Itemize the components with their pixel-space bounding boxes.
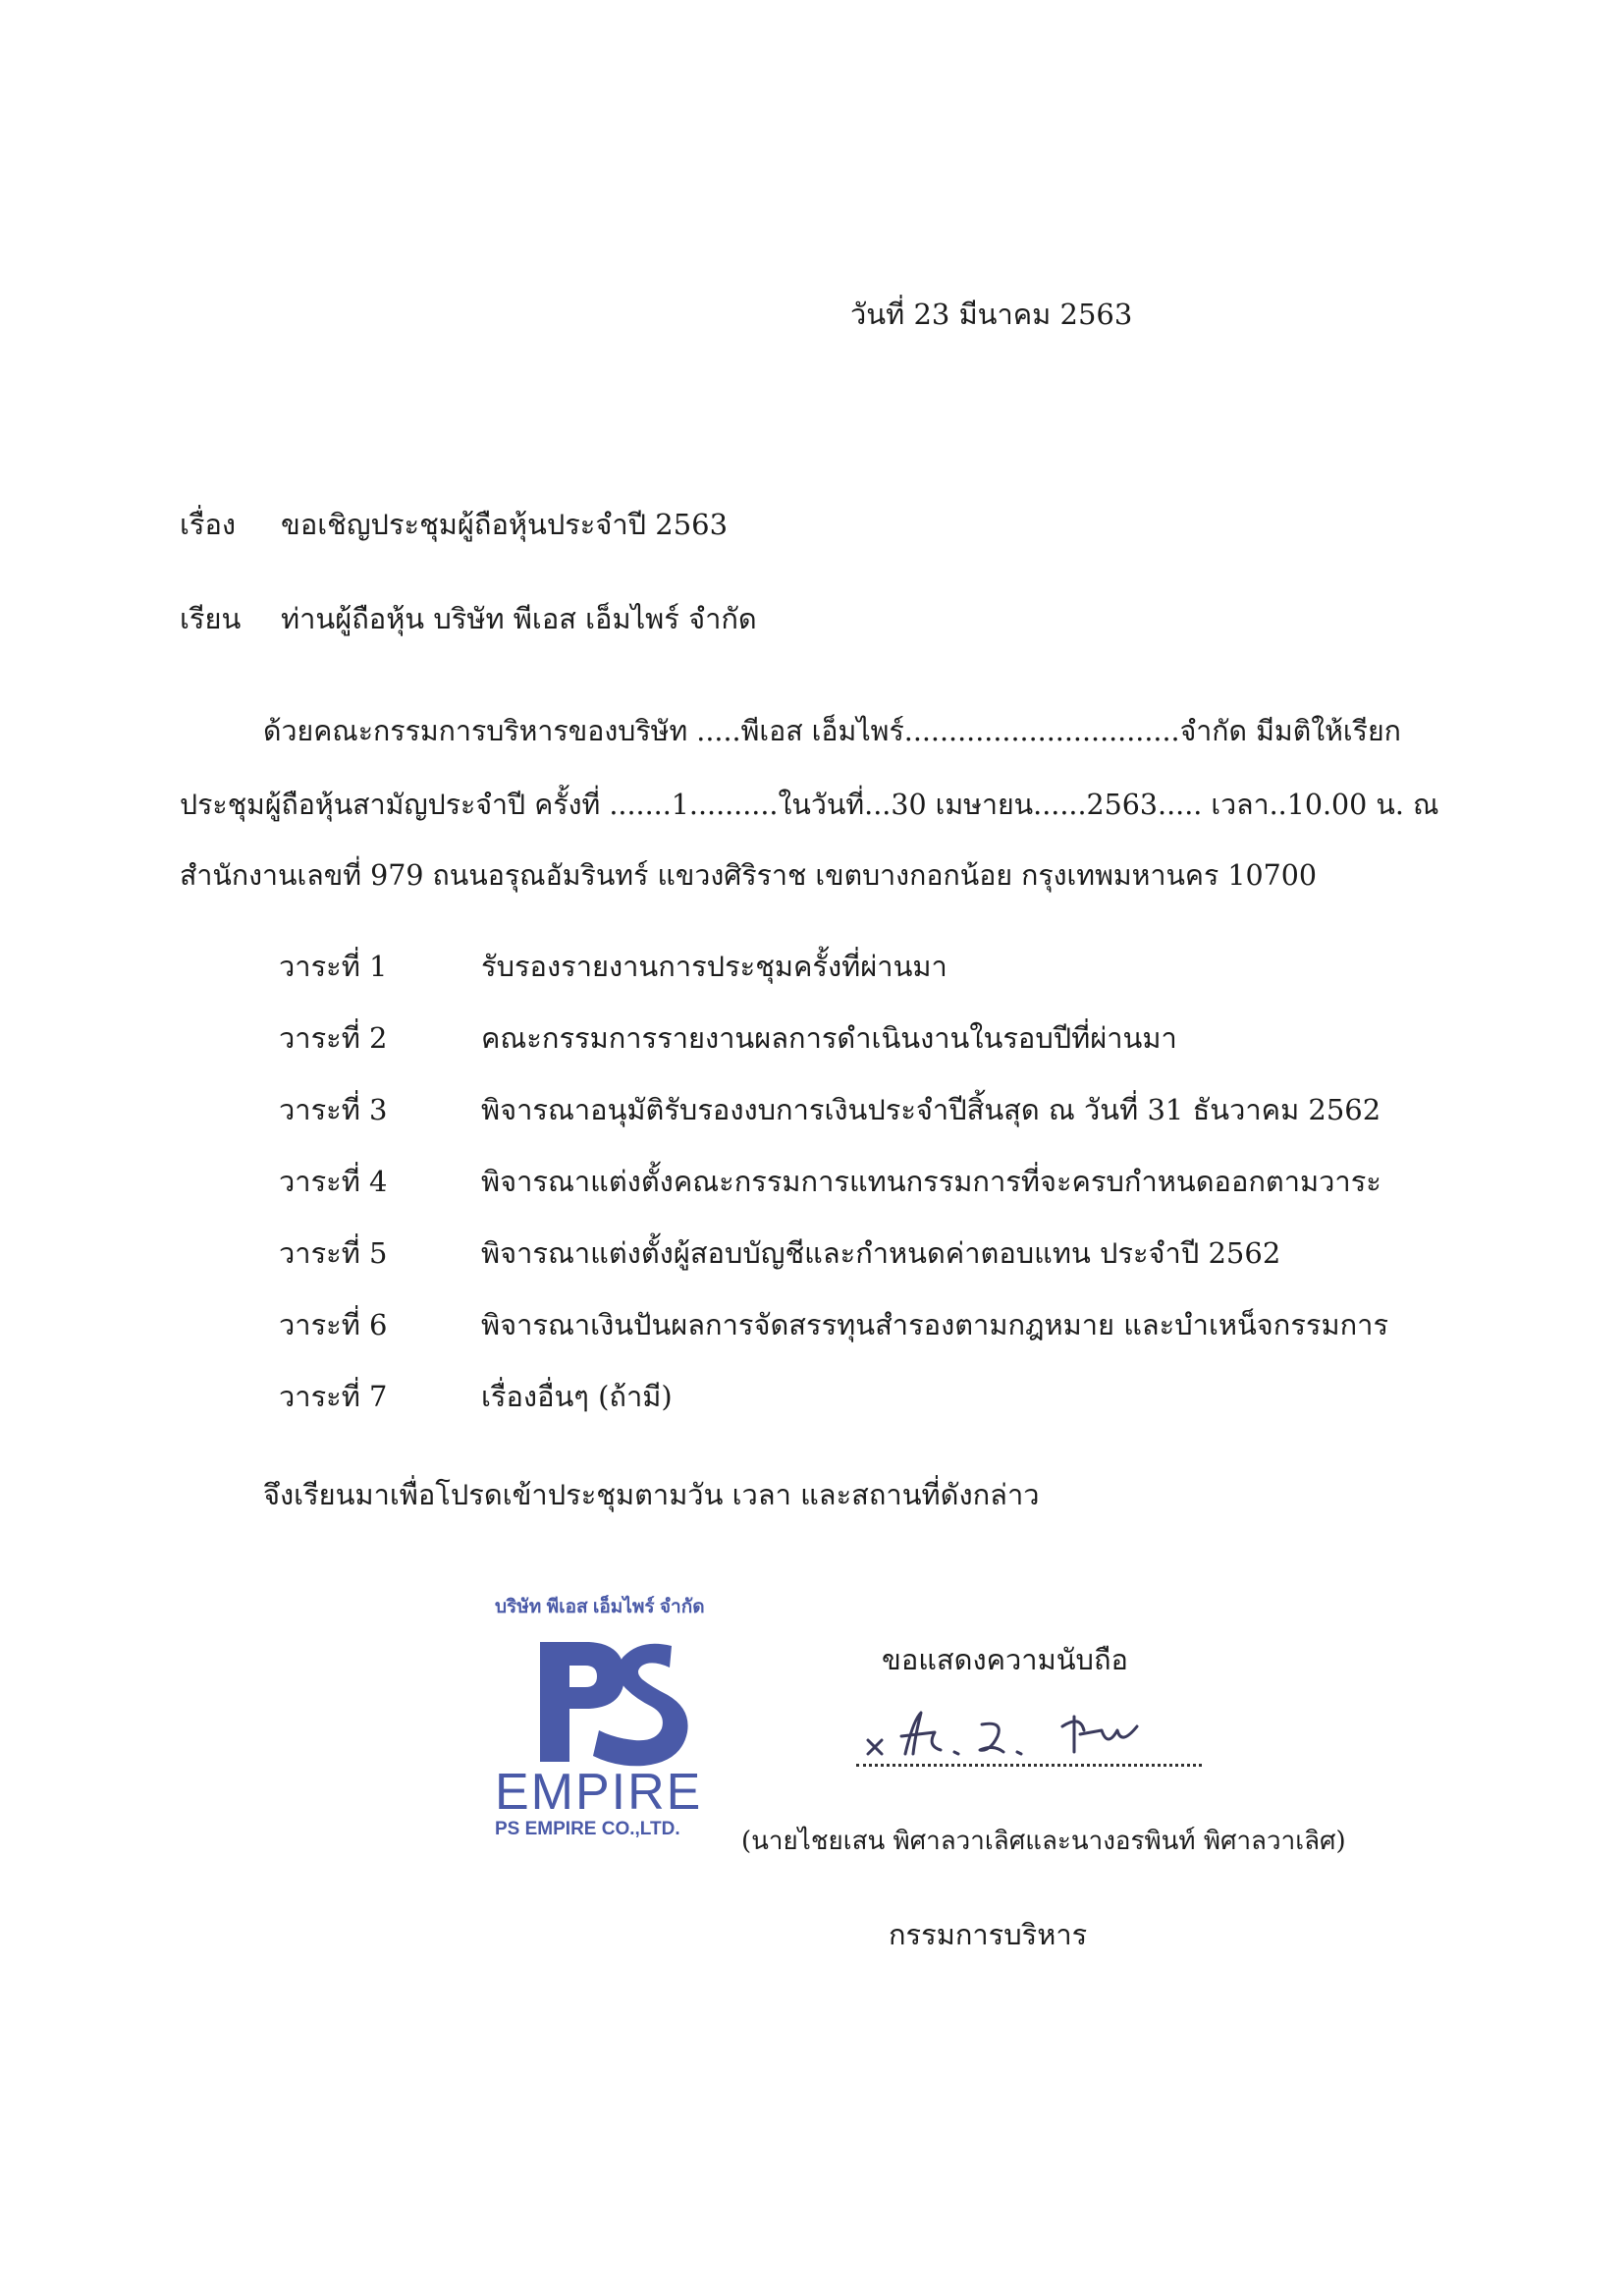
recipient-label: เรียน (180, 602, 242, 635)
seal-company-en: PS EMPIRE CO.,LTD. (495, 1819, 680, 1838)
seal-company-thai: บริษัท พีเอส เอ็มไพร์ จำกัด (495, 1597, 705, 1617)
agenda-text: เรื่องอื่นๆ (ถ้ามี) (481, 1380, 673, 1413)
signer-name: (นายไชยเสน พิศาลวาเลิศและนางอรพินท์ พิศาลวาเลิศ) (741, 1827, 1346, 1856)
letter-date: วันที่ 23 มีนาคม 2563 (850, 298, 1133, 331)
agenda-text: คณะกรรมการรายงานผลการดำเนินงานในรอบปีที่ผ่านมา (481, 1021, 1177, 1055)
agenda-number: วาระที่ 3 (279, 1093, 388, 1126)
body-line-2: ประชุมผู้ถือหุ้นสามัญประจำปี ครั้งที่ .......1..........ในวันที่...30 เมษายน......2563..... เวลา..10.00 น. ณ (180, 789, 1439, 821)
agenda-number: วาระที่ 4 (279, 1165, 388, 1198)
agenda-text: รับรองรายงานการประชุมครั้งที่ผ่านมา (481, 950, 947, 983)
subject-label: เรื่อง (180, 508, 237, 541)
subject-text: ขอเชิญประชุมผู้ถือหุ้นประจำปี 2563 (281, 508, 729, 541)
agenda-text: พิจารณาแต่งตั้งผู้สอบบัญชีและกำหนดค่าตอบแทน ประจำปี 2562 (481, 1236, 1281, 1270)
seal-brand: EMPIRE (495, 1764, 703, 1821)
agenda-number: วาระที่ 1 (279, 950, 388, 983)
signature-line (856, 1764, 1202, 1767)
agenda-number: วาระที่ 2 (279, 1021, 388, 1055)
body-line-1: ด้วยคณะกรรมการบริหารของบริษัท .....พีเอส เอ็มไพร์...............................จำกัด มีมติให้เรียก (263, 715, 1401, 747)
company-seal-logo-icon (479, 1583, 744, 1838)
company-seal (479, 1583, 744, 1838)
regards-line: ขอแสดงความนับถือ (882, 1643, 1128, 1676)
recipient-text: ท่านผู้ถือหุ้น บริษัท พีเอส เอ็มไพร์ จำกัด (281, 602, 757, 635)
body-line-3: สำนักงานเลขที่ 979 ถนนอรุณอัมรินทร์ แขวงศิริราช เขตบางกอกน้อย กรุงเทพมหานคร 10700 (180, 859, 1318, 892)
agenda-number: วาระที่ 6 (279, 1308, 388, 1341)
handwritten-signature (856, 1691, 1210, 1770)
signer-position: กรรมการบริหาร (889, 1918, 1088, 1951)
agenda-number: วาระที่ 5 (279, 1236, 388, 1270)
agenda-text: พิจารณาแต่งตั้งคณะกรรมการแทนกรรมการที่จะครบกำหนดออกตามวาระ (481, 1165, 1381, 1198)
closing-sentence: จึงเรียนมาเพื่อโปรดเข้าประชุมตามวัน เวลา และสถานที่ดังกล่าว (263, 1478, 1040, 1511)
agenda-text: พิจารณาเงินปันผลการจัดสรรทุนสำรองตามกฎหมาย และบำเหน็จกรรมการ (481, 1308, 1389, 1341)
agenda-number: วาระที่ 7 (279, 1380, 388, 1413)
ps-mark-icon (540, 1642, 688, 1766)
signature-scribble-icon (856, 1691, 1210, 1770)
agenda-text: พิจารณาอนุมัติรับรองงบการเงินประจำปีสิ้นสุด ณ วันที่ 31 ธันวาคม 2562 (481, 1093, 1381, 1126)
